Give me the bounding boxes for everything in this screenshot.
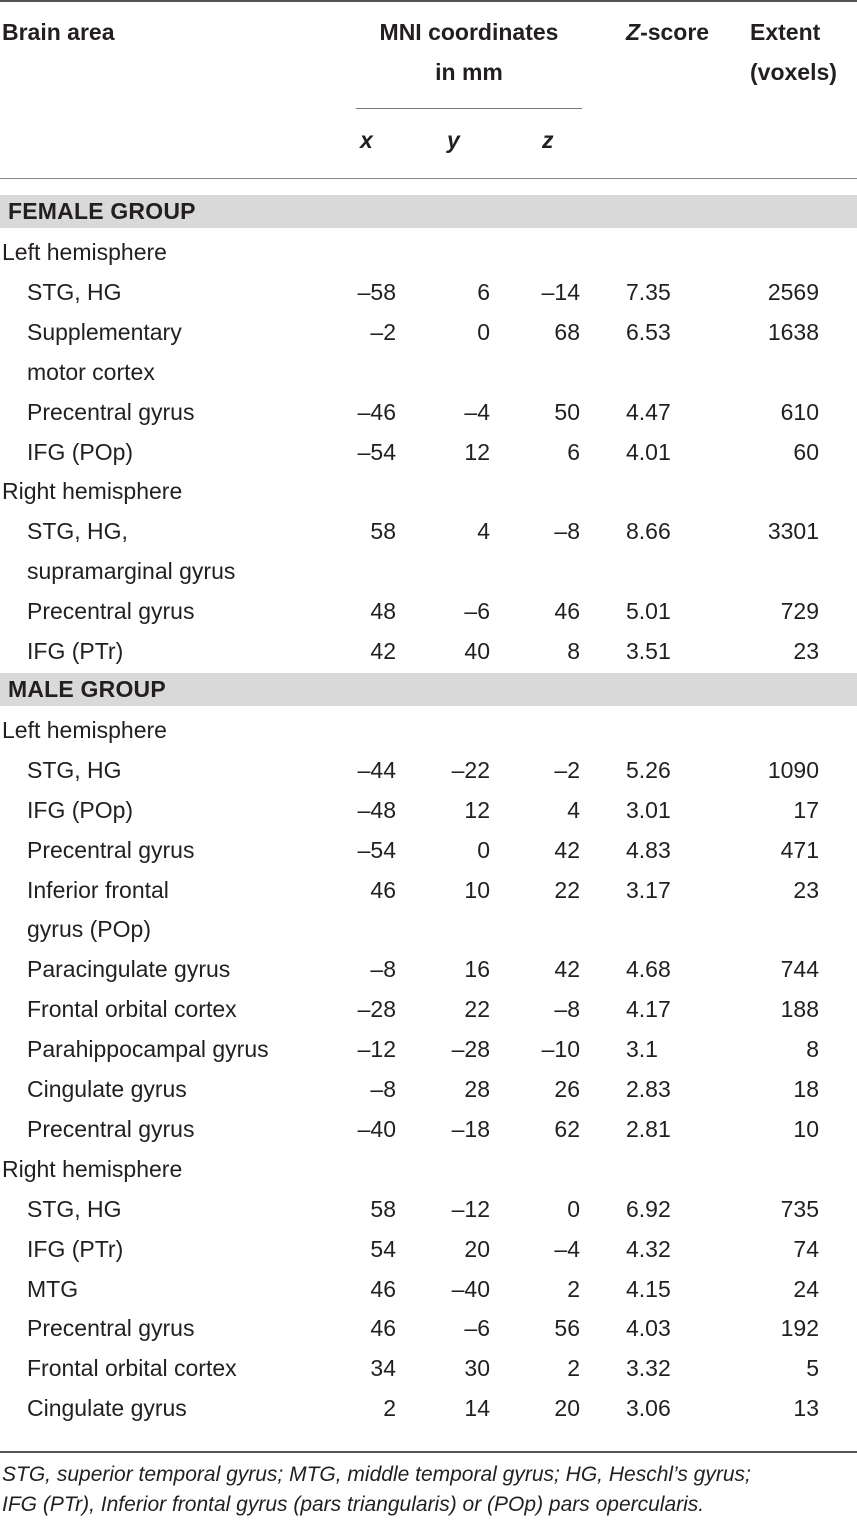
mni-y-value: –22 bbox=[451, 756, 490, 783]
brain-area-name: IFG (POp) bbox=[27, 796, 134, 823]
brain-area-name: STG, HG bbox=[27, 278, 122, 305]
mni-x-value: 46 bbox=[370, 1315, 396, 1342]
mni-x-value: 2 bbox=[383, 1395, 396, 1422]
extent-value: 5 bbox=[806, 1355, 819, 1382]
table-row bbox=[0, 830, 857, 870]
z-score-value: 6.92 bbox=[626, 1195, 671, 1222]
z-score-value: 3.01 bbox=[626, 796, 671, 823]
z-score-value: 4.83 bbox=[626, 836, 671, 863]
header-extent bbox=[750, 12, 837, 92]
extent-value: 1638 bbox=[767, 318, 819, 345]
brain-area-name: IFG (PTr) bbox=[27, 1235, 124, 1262]
table-row bbox=[0, 790, 857, 830]
mni-z-value: 62 bbox=[554, 1115, 580, 1142]
brain-area-name: Precentral gyrus bbox=[27, 1315, 195, 1342]
hemisphere-label: Left hemisphere bbox=[2, 239, 167, 265]
brain-area-name: MTG bbox=[27, 1275, 79, 1302]
mni-x-value: 54 bbox=[370, 1235, 396, 1262]
extent-value: 17 bbox=[793, 796, 819, 823]
z-score-value: 3.17 bbox=[626, 876, 671, 903]
mni-y-value: 14 bbox=[464, 1395, 490, 1422]
mni-x-value: –48 bbox=[357, 796, 396, 823]
mni-z-value: 42 bbox=[554, 836, 580, 863]
brain-area-name-continued: supramarginal gyrus bbox=[27, 558, 236, 585]
extent-value: 192 bbox=[780, 1315, 819, 1342]
mni-z-value: 4 bbox=[567, 796, 580, 823]
mni-x-value: –44 bbox=[357, 756, 396, 783]
brain-area-name: Cingulate gyrus bbox=[27, 1076, 187, 1102]
extent-value: 13 bbox=[793, 1395, 819, 1422]
mni-z-value: –8 bbox=[554, 996, 580, 1023]
extent-value: 1090 bbox=[767, 756, 819, 783]
brain-area-name: Paracingulate gyrus bbox=[27, 956, 231, 983]
mni-y-value: –4 bbox=[464, 398, 490, 425]
brain-area-name: Frontal orbital cortex bbox=[27, 1355, 237, 1382]
mni-z-value: 26 bbox=[554, 1076, 580, 1102]
hemisphere-label-row bbox=[0, 1149, 857, 1189]
mni-x-value: –54 bbox=[357, 438, 396, 465]
mni-y-value: 12 bbox=[464, 438, 490, 465]
brain-area-name: STG, HG bbox=[27, 1195, 122, 1222]
extent-value: 24 bbox=[793, 1275, 819, 1302]
table-row bbox=[0, 1348, 857, 1388]
table-row bbox=[0, 392, 857, 432]
mni-y-value: 20 bbox=[464, 1235, 490, 1262]
extent-value: 729 bbox=[780, 598, 819, 625]
footnote-line1: STG, superior temporal gyrus; MTG, middle temporal gyrus; HG, Heschl’s gyrus; bbox=[2, 1463, 751, 1486]
header-z-score bbox=[626, 12, 709, 52]
hemisphere-label-row bbox=[0, 710, 857, 750]
footnote-line2: IFG (PTr), Inferior frontal gyrus (pars triangularis) or (POp) pars opercularis. bbox=[2, 1493, 705, 1516]
mni-x-value: –46 bbox=[357, 398, 396, 425]
mni-z-value: 20 bbox=[554, 1395, 580, 1422]
hemisphere-label: Left hemisphere bbox=[2, 716, 167, 743]
table-row-continuation bbox=[0, 909, 857, 949]
mni-z-value: 46 bbox=[554, 598, 580, 625]
extent-value: 10 bbox=[793, 1115, 819, 1142]
mni-x-value: 58 bbox=[370, 1195, 396, 1222]
brain-area-name: Supplementary bbox=[27, 318, 182, 345]
brain-area-name: STG, HG, bbox=[27, 518, 128, 545]
mni-z-value: 56 bbox=[554, 1315, 580, 1342]
mni-y-value: 10 bbox=[464, 876, 490, 903]
extent-value: 735 bbox=[780, 1195, 819, 1222]
extent-value: 60 bbox=[793, 438, 819, 465]
brain-area-name: Inferior frontal bbox=[27, 876, 169, 903]
table-row bbox=[0, 1109, 857, 1149]
table-row-continuation bbox=[0, 551, 857, 591]
mni-y-value: 16 bbox=[464, 956, 490, 983]
mni-y-value: –40 bbox=[451, 1275, 490, 1302]
group-title: FEMALE GROUP bbox=[8, 198, 196, 224]
table-row bbox=[0, 949, 857, 989]
table-row bbox=[0, 432, 857, 472]
brain-area-name-continued: motor cortex bbox=[27, 358, 155, 385]
header-mni-line2: in mm bbox=[435, 59, 503, 85]
header-extent-line1: Extent bbox=[750, 19, 821, 45]
z-score-value: 3.06 bbox=[626, 1395, 671, 1422]
z-score-value: 4.17 bbox=[626, 996, 671, 1023]
mni-z-value: 22 bbox=[554, 876, 580, 903]
table-top-rule bbox=[0, 0, 857, 2]
z-score-value: 3.1 bbox=[626, 1036, 658, 1063]
mni-z-value: 2 bbox=[567, 1275, 580, 1302]
extent-value: 471 bbox=[780, 836, 819, 863]
brain-area-name: STG, HG bbox=[27, 756, 122, 783]
extent-value: 744 bbox=[780, 956, 819, 983]
hemisphere-label-row bbox=[0, 471, 857, 511]
mni-x-value: –8 bbox=[370, 1076, 396, 1102]
header-z-letter: Z bbox=[626, 19, 641, 45]
mni-z-value: 0 bbox=[567, 1195, 580, 1222]
table-bottom-rule bbox=[0, 1451, 857, 1453]
mni-x-value: 46 bbox=[370, 876, 396, 903]
mni-z-value: –10 bbox=[541, 1036, 580, 1063]
mni-x-value: –54 bbox=[357, 836, 396, 863]
mni-x-value: 48 bbox=[370, 598, 396, 625]
mni-y-value: 0 bbox=[477, 836, 490, 863]
mni-x-value: –12 bbox=[357, 1036, 396, 1063]
mni-y-value: –18 bbox=[451, 1115, 490, 1142]
mni-y-value: 28 bbox=[464, 1076, 490, 1102]
hemisphere-label: Right hemisphere bbox=[2, 478, 183, 505]
table-row bbox=[0, 1029, 857, 1069]
mni-y-value: –6 bbox=[464, 1315, 490, 1342]
table-row bbox=[0, 989, 857, 1029]
mni-x-value: 46 bbox=[370, 1275, 396, 1302]
axis-y-label: y bbox=[447, 127, 460, 153]
brain-area-name: Frontal orbital cortex bbox=[27, 996, 237, 1023]
header-mni-coordinates bbox=[356, 12, 582, 92]
mni-y-value: 22 bbox=[464, 996, 490, 1023]
mni-z-value: 8 bbox=[567, 638, 580, 664]
mni-z-value: 50 bbox=[554, 398, 580, 425]
header-brain-area: Brain area bbox=[2, 19, 115, 45]
table-row bbox=[0, 1069, 857, 1109]
mni-y-value: 30 bbox=[464, 1355, 490, 1382]
brain-area-name: IFG (POp) bbox=[27, 438, 134, 465]
z-score-value: 4.47 bbox=[626, 398, 671, 425]
table-row bbox=[0, 1388, 857, 1428]
mni-y-value: 6 bbox=[477, 278, 490, 305]
mni-y-value: 4 bbox=[477, 518, 490, 545]
header-extent-line2: (voxels) bbox=[750, 59, 837, 85]
mni-x-value: –40 bbox=[357, 1115, 396, 1142]
header-mni-line1: MNI coordinates bbox=[379, 19, 559, 45]
z-score-value: 7.35 bbox=[626, 278, 671, 305]
z-score-value: 4.68 bbox=[626, 956, 671, 983]
z-score-value: 4.01 bbox=[626, 438, 671, 465]
group-title: MALE GROUP bbox=[8, 675, 166, 702]
table-row bbox=[0, 870, 857, 910]
mni-x-value: 34 bbox=[370, 1355, 396, 1382]
mni-y-value: –6 bbox=[464, 598, 490, 625]
z-score-value: 4.15 bbox=[626, 1275, 671, 1302]
table-row bbox=[0, 1189, 857, 1229]
extent-value: 610 bbox=[780, 398, 819, 425]
mni-z-value: –14 bbox=[541, 278, 580, 305]
table-row bbox=[0, 312, 857, 352]
z-score-value: 3.51 bbox=[626, 638, 671, 664]
table-row-continuation bbox=[0, 352, 857, 392]
mni-subheader-rule bbox=[356, 108, 582, 109]
table-row bbox=[0, 272, 857, 312]
z-score-value: 3.32 bbox=[626, 1355, 671, 1382]
mni-y-value: 12 bbox=[464, 796, 490, 823]
mni-x-value: –28 bbox=[357, 996, 396, 1023]
brain-area-name: Precentral gyrus bbox=[27, 836, 195, 863]
brain-area-name: Parahippocampal gyrus bbox=[27, 1036, 269, 1063]
axis-z-label: z bbox=[542, 127, 554, 153]
mni-z-value: –4 bbox=[554, 1235, 580, 1262]
z-score-value: 2.81 bbox=[626, 1115, 671, 1142]
extent-value: 8 bbox=[806, 1036, 819, 1063]
z-score-value: 4.03 bbox=[626, 1315, 671, 1342]
z-score-value: 2.83 bbox=[626, 1076, 671, 1102]
z-score-value: 4.32 bbox=[626, 1235, 671, 1262]
extent-value: 2569 bbox=[767, 278, 819, 305]
z-score-value: 5.01 bbox=[626, 598, 671, 625]
mni-y-value: –28 bbox=[451, 1036, 490, 1063]
hemisphere-label: Right hemisphere bbox=[2, 1155, 183, 1182]
extent-value: 3301 bbox=[767, 518, 819, 545]
extent-value: 188 bbox=[780, 996, 819, 1023]
mni-z-value: –8 bbox=[554, 518, 580, 545]
brain-area-name: Precentral gyrus bbox=[27, 598, 195, 625]
mni-y-value: 40 bbox=[464, 638, 490, 664]
table-row bbox=[0, 1308, 857, 1348]
brain-area-name: Precentral gyrus bbox=[27, 1115, 195, 1142]
table-row bbox=[0, 591, 857, 631]
mni-y-value: –12 bbox=[451, 1195, 490, 1222]
mni-z-value: 68 bbox=[554, 318, 580, 345]
table-row bbox=[0, 511, 857, 551]
mni-z-value: 6 bbox=[567, 438, 580, 465]
table-row bbox=[0, 1269, 857, 1309]
mni-y-value: 0 bbox=[477, 318, 490, 345]
header-z-suffix: -score bbox=[640, 19, 710, 45]
table-row bbox=[0, 1229, 857, 1269]
mni-z-value: 2 bbox=[567, 1355, 580, 1382]
z-score-value: 6.53 bbox=[626, 318, 671, 345]
header-bottom-rule bbox=[0, 178, 857, 179]
table-row bbox=[0, 750, 857, 790]
mni-x-value: 58 bbox=[370, 518, 396, 545]
table-row bbox=[0, 631, 857, 671]
mni-x-value: –8 bbox=[370, 956, 396, 983]
extent-value: 23 bbox=[793, 876, 819, 903]
axis-x-label: x bbox=[360, 127, 373, 153]
group-header-band bbox=[0, 673, 857, 706]
mni-x-value: –58 bbox=[357, 278, 396, 305]
group-header-band bbox=[0, 195, 857, 228]
brain-area-name-continued: gyrus (POp) bbox=[27, 916, 151, 943]
extent-value: 18 bbox=[793, 1076, 819, 1102]
extent-value: 23 bbox=[793, 638, 819, 664]
hemisphere-label-row bbox=[0, 232, 857, 272]
brain-area-name: IFG (PTr) bbox=[27, 638, 124, 664]
brain-area-name: Precentral gyrus bbox=[27, 398, 195, 425]
z-score-value: 8.66 bbox=[626, 518, 671, 545]
brain-area-name: Cingulate gyrus bbox=[27, 1395, 187, 1422]
mni-x-value: –2 bbox=[370, 318, 396, 345]
mni-z-value: –2 bbox=[554, 756, 580, 783]
extent-value: 74 bbox=[793, 1235, 819, 1262]
z-score-value: 5.26 bbox=[626, 756, 671, 783]
mni-x-value: 42 bbox=[370, 638, 396, 664]
mni-z-value: 42 bbox=[554, 956, 580, 983]
